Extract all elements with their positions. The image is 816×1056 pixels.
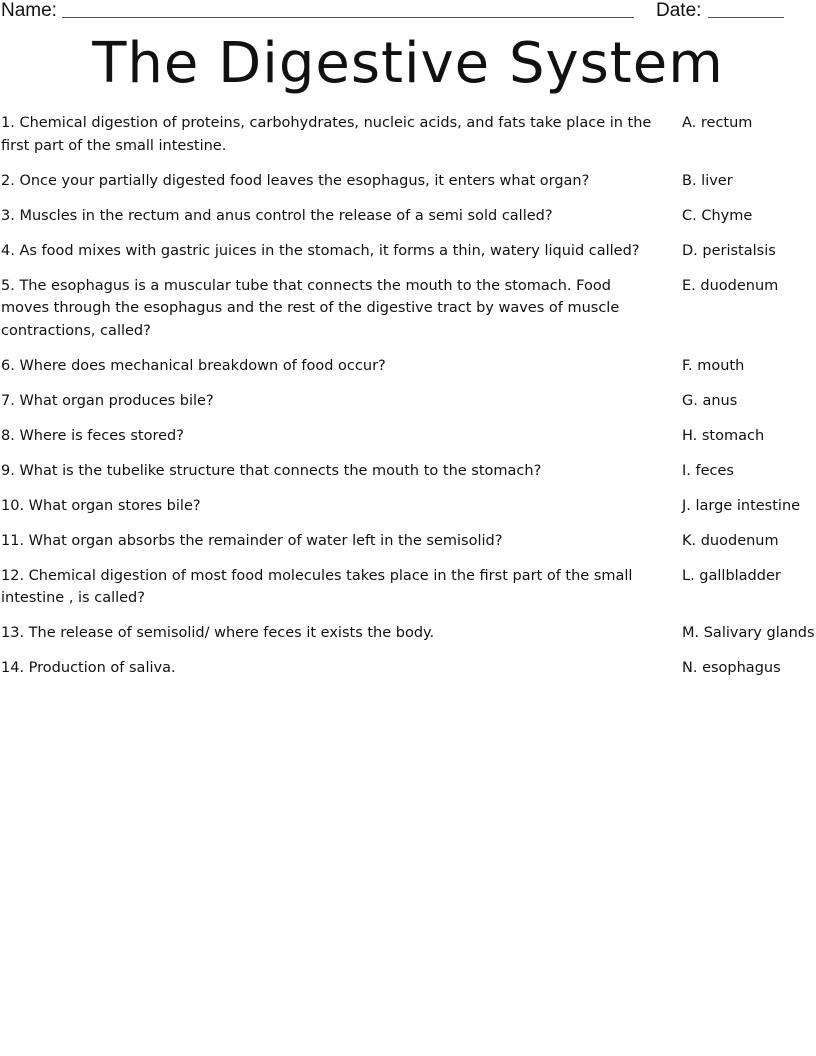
question-text: 8. Where is feces stored? <box>1 427 184 444</box>
answer-option: C. Chyme <box>682 207 753 224</box>
matching-row <box>0 205 816 228</box>
question-text: 9. What is the tubelike structure that connects the mouth to the stomach? <box>1 462 542 479</box>
date-label: Date: <box>656 0 702 21</box>
matching-list <box>0 112 816 692</box>
answer-option: D. peristalsis <box>682 242 776 259</box>
matching-row <box>0 170 816 193</box>
worksheet-header <box>0 0 816 28</box>
question-text: 3. Muscles in the rectum and anus control the release of a semi sold called? <box>1 207 553 224</box>
matching-row <box>0 355 816 378</box>
question-text: 11. What organ absorbs the remainder of water left in the semisolid? <box>1 532 503 549</box>
question-text: 7. What organ produces bile? <box>1 392 214 409</box>
matching-row <box>0 460 816 483</box>
matching-row <box>0 240 816 263</box>
answer-option: H. stomach <box>682 427 765 444</box>
matching-row <box>0 622 816 645</box>
answer-option: G. anus <box>682 392 738 409</box>
matching-row <box>0 530 816 553</box>
question-text: 4. As food mixes with gastric juices in the stomach, it forms a thin, watery liquid called? <box>1 242 640 259</box>
answer-option: E. duodenum <box>682 277 779 294</box>
matching-row <box>0 275 816 343</box>
answer-option: J. large intestine <box>682 497 801 514</box>
name-blank-line <box>62 17 634 18</box>
matching-row <box>0 390 816 413</box>
question-text: 1. Chemical digestion of proteins, carbohydrates, nucleic acids, and fats take place in the first part of the small intestine. <box>1 115 652 154</box>
matching-row <box>0 565 816 610</box>
answer-option: N. esophagus <box>682 660 781 676</box>
answer-option: A. rectum <box>682 115 753 131</box>
answer-option: M. Salivary glands <box>682 625 815 641</box>
question-text: 12. Chemical digestion of most food molecules takes place in the first part of the small intestine , is called? <box>1 567 633 606</box>
question-text: 6. Where does mechanical breakdown of food occur? <box>1 357 386 374</box>
question-text: 2. Once your partially digested food leaves the esophagus, it enters what organ? <box>1 172 590 189</box>
matching-row <box>0 495 816 518</box>
question-text: 5. The esophagus is a muscular tube that connects the mouth to the stomach. Food moves through the esophagus and the rest of the digestive tract by waves of muscle contractions, called? <box>1 277 620 339</box>
worksheet-title: The Digestive System <box>92 31 724 96</box>
question-text: 14. Production of saliva. <box>1 660 176 676</box>
question-text: 10. What organ stores bile? <box>1 497 201 514</box>
name-label: Name: <box>1 0 57 21</box>
matching-row <box>0 657 816 680</box>
answer-option: F. mouth <box>682 357 745 374</box>
answer-option: K. duodenum <box>682 532 779 549</box>
matching-row <box>0 112 816 157</box>
question-text: 13. The release of semisolid/ where feces it exists the body. <box>1 625 435 641</box>
answer-option: B. liver <box>682 172 733 189</box>
date-blank-line <box>708 17 784 18</box>
answer-option: L. gallbladder <box>682 567 781 584</box>
answer-option: I. feces <box>682 462 734 479</box>
matching-row <box>0 425 816 448</box>
